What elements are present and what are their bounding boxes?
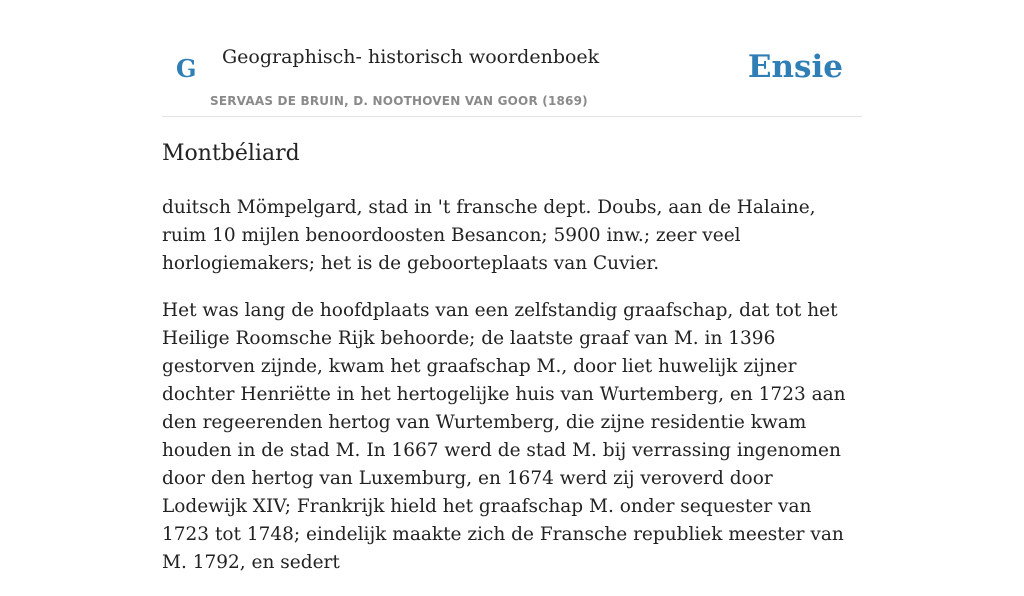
entry-title: Montbéliard [162, 141, 300, 166]
book-authors-year: SERVAAS DE BRUIN, D. NOOTHOVEN VAN GOOR (1869) [210, 94, 588, 108]
entry-paragraph: Het was lang de hoofdplaats van een zelfstandig graafschap, dat tot het Heilige Roomsche Rijk behoorde; de laatste graaf van M. in 1396 gestorven zijnde, kwam het graafschap M., door liet huwelijk zijner dochter Henriëtte in het hertogelijke huis van Wurtemberg, en 1723 aan den regeerenden hertog van Wurtemberg, die zijne residentie kwam houden in de stad M. In 1667 werd de stad M. bij verrassing ingenomen door den hertog van Luxemburg, en 1674 werd zij veroverd door Lodewijk XIV; Frankrijk hield het graafschap M. onder sequester van 1723 tot 1748; eindelijk maakte zich de Fransche republiek meester van M. 1792, en sedert [162, 300, 846, 573]
entry-paragraph: duitsch Mömpelgard, stad in 't fransche dept. Doubs, aan de Halaine, ruim 10 mijlen benoordoosten Besancon; 5900 inw.; zeer veel horlogiemakers; het is de geboorteplaats van Cuvier. [162, 197, 816, 274]
book-header [162, 0, 862, 117]
ensie-logo[interactable]: Ensie [747, 49, 843, 85]
entry-content [162, 138, 862, 596]
book-logo-icon[interactable]: G [176, 54, 197, 83]
book-title[interactable]: Geographisch- historisch woordenboek [222, 46, 600, 68]
